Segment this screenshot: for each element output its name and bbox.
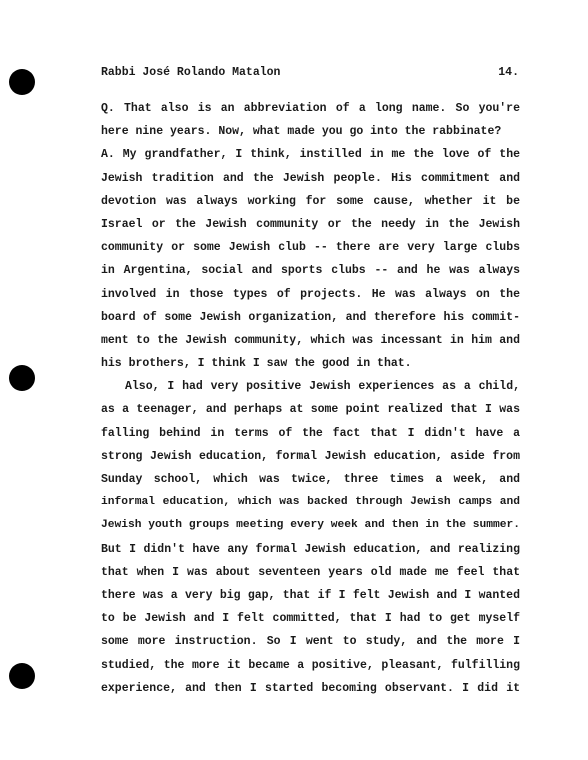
text-line: there was a very big gap, that if I felt Jewish and I wanted [101, 588, 520, 602]
text-line: to be Jewish and I felt committed, that I had to get myself [101, 612, 520, 626]
text-line: falling behind in terms of the fact that I didn't have a [101, 426, 520, 440]
text-line: his brothers, I think I saw the good in that. [101, 357, 412, 371]
text-line: A. My grandfather, I think, instilled in me the love of the [101, 148, 520, 162]
text-line: Jewish tradition and the Jewish people. His commitment and [101, 171, 520, 185]
page-title: Rabbi José Rolando Matalon [101, 66, 281, 79]
page-header [101, 66, 519, 82]
text-line: Israel or the Jewish community or the needy in the Jewish [101, 217, 520, 231]
page-number: 14. [498, 66, 519, 79]
text-line: experience, and then I started becoming observant. I did it [101, 681, 520, 695]
text-line: But I didn't have any formal Jewish education, and realizing [101, 542, 520, 556]
text-line: Sunday school, which was twice, three times a week, and [101, 473, 520, 486]
text-line: some more instruction. So I went to study, and the more I [101, 635, 520, 649]
text-line: strong Jewish education, formal Jewish education, aside from [101, 449, 520, 463]
text-line: community or some Jewish club -- there are very large clubs [101, 241, 520, 255]
text-line: informal education, which was backed through Jewish camps and [101, 496, 520, 509]
text-line: ment to the Jewish community, which was incessant in him and [101, 333, 520, 347]
text-line: here nine years. Now, what made you go into the rabbinate? [101, 125, 502, 139]
text-line: involved in those types of projects. He was always on the [101, 287, 520, 301]
text-line: Q. That also is an abbreviation of a long name. So you're [101, 102, 520, 115]
text-line: board of some Jewish organization, and therefore his commit- [101, 310, 520, 324]
text-line: devotion was always working for some cause, whether it be [101, 194, 520, 208]
text-line: Jewish youth groups meeting every week and then in the summer. [101, 519, 520, 532]
binder-hole [9, 365, 35, 391]
text-line: that when I was about seventeen years old made me feel that [101, 565, 520, 579]
binder-hole [9, 663, 35, 689]
binder-hole [9, 69, 35, 95]
text-line: in Argentina, social and sports clubs -- and he was always [101, 264, 520, 278]
text-line: Also, I had very positive Jewish experiences as a child, [125, 380, 520, 394]
transcript-body [101, 97, 520, 700]
text-line: as a teenager, and perhaps at some point realized that I was [101, 403, 520, 417]
text-line: studied, the more it became a positive, pleasant, fulfilling [101, 658, 520, 672]
